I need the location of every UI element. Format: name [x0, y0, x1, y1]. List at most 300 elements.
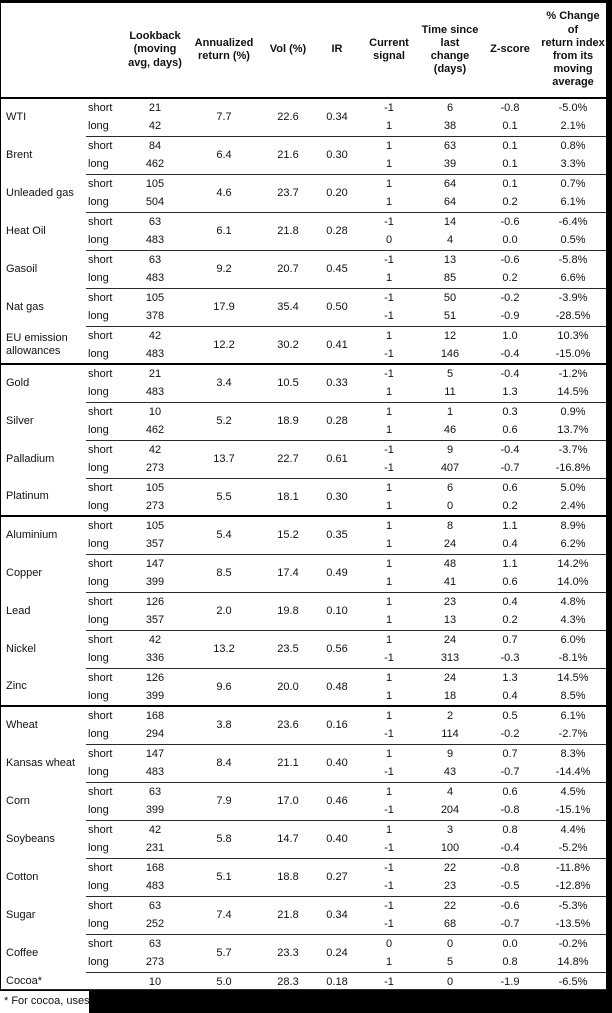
pct-change-value: 6.1%: [560, 196, 586, 209]
commodity-name: Copper: [6, 566, 43, 579]
days-since-change-value: 5: [420, 364, 480, 383]
signal-value: 0: [385, 234, 393, 247]
z-score-value: -0.2: [500, 728, 520, 741]
ir-value: 0.27: [316, 858, 358, 896]
lookback-value: 105: [122, 478, 188, 497]
ir-value: 0.46: [316, 782, 358, 820]
pct-change-value: 14.5%: [557, 386, 589, 399]
lookback-value: 147: [122, 744, 188, 763]
pct-change-value: -5.8%: [540, 250, 606, 269]
vol-value: 21.6: [260, 136, 316, 174]
z-score-value: -0.7: [500, 918, 520, 931]
z-score-value: -0.8: [480, 858, 540, 877]
days-since-change-value: 9: [420, 744, 480, 763]
leg-label: short: [86, 212, 122, 231]
signal-value: 1: [358, 478, 420, 497]
days-since-change-value: 85: [443, 272, 457, 285]
commodity-name: Lead: [6, 604, 31, 617]
commodity-name: Aluminium: [1, 516, 86, 554]
pct-change-value: -14.4%: [555, 766, 591, 779]
pct-change-value: 3.3%: [560, 158, 586, 171]
ir-value: 0.40: [316, 744, 358, 782]
ir-value: 0.50: [316, 288, 358, 326]
commodity-name: Platinum: [6, 490, 49, 503]
lookback-value: 42: [122, 820, 188, 839]
signal-value: 1: [358, 326, 420, 345]
table-row: [1, 98, 606, 117]
ir-value: 0.40: [316, 820, 358, 858]
z-score-value: -0.2: [480, 288, 540, 307]
days-since-change-value: 5: [446, 956, 454, 969]
ir-value: 0.30: [316, 478, 358, 516]
pct-change-value: -5.3%: [540, 896, 606, 915]
vol-value: 23.3: [260, 934, 316, 972]
vol-value: 23.6: [260, 706, 316, 744]
header-ir: IR: [316, 3, 358, 98]
z-score-value: -0.9: [500, 310, 520, 323]
vol-value: 22.7: [260, 440, 316, 478]
lookback-value: 63: [122, 212, 188, 231]
lookback-value: 273: [145, 956, 165, 969]
commodity-name: Palladium: [6, 452, 55, 465]
lookback-value: 42: [122, 326, 188, 345]
z-score-value: -0.4: [500, 347, 520, 360]
days-since-change-value: 4: [420, 782, 480, 801]
pct-change-value: 6.1%: [540, 706, 606, 725]
vol-value: 23.7: [260, 174, 316, 212]
signal-value: 1: [385, 196, 393, 209]
pct-change-value: -2.7%: [558, 728, 588, 741]
pct-change-value: 0.9%: [540, 402, 606, 421]
pct-change-value: -12.8%: [555, 880, 591, 893]
ir-value: 0.28: [316, 402, 358, 440]
table-row: [1, 858, 606, 877]
days-since-change-value: 23: [443, 880, 457, 893]
z-score-value: 1.1: [480, 554, 540, 573]
days-since-change-value: 1: [420, 402, 480, 421]
signal-value: 1: [385, 158, 393, 171]
days-since-change-value: 12: [420, 326, 480, 345]
header-annualized-return: Annualized return (%): [188, 3, 260, 98]
vol-value: 23.5: [260, 630, 316, 668]
leg-label: long: [88, 158, 109, 171]
commodity-name: Zinc: [6, 680, 27, 693]
z-score-value: -0.7: [500, 462, 520, 475]
leg-label: long: [88, 918, 109, 931]
days-since-change-value: 64: [443, 196, 457, 209]
annualized-return-value: 13.2: [188, 630, 260, 668]
commodity-name: Nat gas: [6, 300, 44, 313]
z-score-value: 0.4: [480, 592, 540, 611]
header-z-score: Z-score: [480, 3, 540, 98]
signal-value: -1: [384, 101, 394, 114]
z-score-value: 0.1: [502, 120, 518, 133]
signal-value: 1: [385, 576, 393, 589]
days-since-change-value: 22: [420, 858, 480, 877]
vol-value: 17.4: [260, 554, 316, 592]
commodity-name: Cocoa*: [6, 975, 43, 988]
lookback-value: 63: [122, 250, 188, 269]
leg-label: [86, 972, 122, 991]
pct-change-value: 10.3%: [540, 326, 606, 345]
commodity-name: Corn: [6, 794, 30, 807]
leg-label: long: [88, 576, 109, 589]
lookback-value: 399: [145, 804, 165, 817]
pct-change-value: -28.5%: [555, 310, 591, 323]
lookback-value: 231: [145, 842, 165, 855]
lookback-value: 42: [122, 630, 188, 649]
pct-change-value: 14.2%: [540, 554, 606, 573]
pct-change-value: 8.9%: [540, 516, 606, 535]
signal-value: 1: [358, 630, 420, 649]
annualized-return-value: 7.4: [188, 896, 260, 934]
leg-label: long: [88, 272, 109, 285]
header-pct-change: % Change of return index from its moving average: [540, 3, 606, 98]
table-row: [1, 630, 606, 649]
table-row: [1, 402, 606, 421]
pct-change-value: -3.7%: [540, 440, 606, 459]
z-score-value: -0.7: [500, 766, 520, 779]
lookback-value: 483: [145, 272, 165, 285]
ir-value: 0.18: [316, 972, 358, 991]
signal-value: 1: [358, 706, 420, 725]
pct-change-value: 4.8%: [540, 592, 606, 611]
lookback-value: 42: [148, 120, 162, 133]
table-row: [1, 136, 606, 155]
pct-change-value: -6.5%: [540, 972, 606, 991]
ir-value: 0.30: [316, 136, 358, 174]
signal-value: 1: [385, 272, 393, 285]
days-since-change-value: 50: [420, 288, 480, 307]
leg-label: long: [88, 462, 109, 475]
lookback-value: 462: [145, 424, 165, 437]
header-lookback: Lookback (moving avg, days): [122, 3, 188, 98]
table-body: [1, 98, 606, 991]
days-since-change-value: 51: [443, 310, 457, 323]
leg-label: long: [88, 614, 109, 627]
pct-change-value: 4.3%: [560, 614, 586, 627]
lookback-value: 42: [122, 440, 188, 459]
leg-label: long: [88, 842, 109, 855]
z-score-value: -0.5: [500, 880, 520, 893]
pct-change-value: -8.1%: [558, 652, 588, 665]
annualized-return-value: 5.4: [188, 516, 260, 554]
lookback-value: 10: [122, 972, 188, 991]
z-score-value: -0.6: [480, 896, 540, 915]
annualized-return-value: 17.9: [188, 288, 260, 326]
signal-value: 1: [358, 402, 420, 421]
vol-value: 14.7: [260, 820, 316, 858]
annualized-return-value: 8.5: [188, 554, 260, 592]
annualized-return-value: 6.1: [188, 212, 260, 250]
days-since-change-value: 100: [440, 842, 460, 855]
lookback-value: 483: [145, 766, 165, 779]
lookback-value: 378: [145, 310, 165, 323]
z-score-value: 0.8: [502, 956, 518, 969]
z-score-value: 0.1: [480, 136, 540, 155]
leg-label: short: [86, 440, 122, 459]
pct-change-value: 0.7%: [540, 174, 606, 193]
lookback-value: 147: [122, 554, 188, 573]
z-score-value: -0.3: [500, 652, 520, 665]
pct-change-value: -15.1%: [555, 804, 591, 817]
days-since-change-value: 0: [420, 934, 480, 953]
leg-label: short: [86, 250, 122, 269]
days-since-change-value: 24: [420, 668, 480, 687]
pct-change-value: 2.1%: [560, 120, 586, 133]
leg-label: short: [86, 478, 122, 497]
vol-value: 21.8: [260, 896, 316, 934]
leg-label: short: [86, 744, 122, 763]
table-row: [1, 440, 606, 459]
z-score-value: 0.2: [502, 499, 518, 512]
table-row: [1, 516, 606, 535]
header-vol: Vol (%): [260, 3, 316, 98]
annualized-return-value: 5.2: [188, 402, 260, 440]
signal-value: 1: [358, 174, 420, 193]
lookback-value: 357: [145, 614, 165, 627]
signal-value: 1: [358, 554, 420, 573]
pct-change-value: -11.8%: [540, 858, 606, 877]
lookback-value: 63: [122, 934, 188, 953]
lookback-value: 63: [122, 896, 188, 915]
z-score-value: 1.0: [480, 326, 540, 345]
ir-value: 0.45: [316, 250, 358, 288]
vol-value: 17.0: [260, 782, 316, 820]
annualized-return-value: 2.0: [188, 592, 260, 630]
pct-change-value: 13.7%: [557, 424, 589, 437]
annualized-return-value: 5.0: [188, 972, 260, 991]
annualized-return-value: 4.6: [188, 174, 260, 212]
z-score-value: 0.2: [502, 614, 518, 627]
table-row: [1, 706, 606, 725]
ir-value: 0.24: [316, 934, 358, 972]
z-score-value: -0.8: [500, 101, 520, 114]
signal-value: -1: [384, 347, 394, 360]
leg-label: short: [86, 706, 122, 725]
commodity-name: Gold: [1, 364, 86, 402]
lookback-value: 126: [122, 668, 188, 687]
pct-change-value: 4.5%: [540, 782, 606, 801]
pct-change-value: -13.5%: [555, 918, 591, 931]
z-score-value: -0.6: [480, 250, 540, 269]
lookback-value: 462: [145, 158, 165, 171]
table-row: [1, 478, 606, 497]
lookback-value: 483: [145, 234, 165, 247]
pct-change-value: 14.8%: [557, 956, 589, 969]
table-row: [1, 820, 606, 839]
lookback-value: 483: [145, 347, 165, 360]
commodity-name: WTI: [6, 111, 27, 124]
days-since-change-value: 14: [420, 212, 480, 231]
annualized-return-value: 3.4: [188, 364, 260, 402]
signal-value: 1: [385, 689, 393, 702]
z-score-value: 0.2: [502, 196, 518, 209]
days-since-change-value: 9: [420, 440, 480, 459]
days-since-change-value: 6: [420, 478, 480, 497]
leg-label: long: [88, 538, 109, 551]
days-since-change-value: 24: [443, 538, 457, 551]
lookback-value: 21: [122, 364, 188, 383]
leg-label: long: [88, 386, 109, 399]
table-row: [1, 972, 606, 991]
days-since-change-value: 24: [420, 630, 480, 649]
signal-value: 1: [358, 782, 420, 801]
days-since-change-value: 38: [443, 120, 457, 133]
signal-value: 1: [385, 120, 393, 133]
z-score-value: 0.8: [480, 820, 540, 839]
z-score-value: 0.6: [480, 782, 540, 801]
lookback-value: 105: [122, 288, 188, 307]
signal-value: 1: [385, 956, 393, 969]
annualized-return-value: 8.4: [188, 744, 260, 782]
lookback-value: 273: [145, 462, 165, 475]
z-score-value: 0.3: [480, 402, 540, 421]
days-since-change-value: 11: [444, 386, 456, 399]
table-row: [1, 288, 606, 307]
leg-label: short: [86, 364, 122, 383]
z-score-value: 0.0: [480, 934, 540, 953]
leg-label: long: [88, 880, 109, 893]
leg-label: long: [88, 766, 109, 779]
commodity-name: Unleaded gas: [6, 186, 74, 199]
days-since-change-value: 39: [443, 158, 457, 171]
pct-change-value: -16.8%: [555, 462, 591, 475]
days-since-change-value: 18: [443, 689, 457, 702]
vol-value: 20.7: [260, 250, 316, 288]
z-score-value: 0.6: [502, 576, 518, 589]
table-row: [1, 934, 606, 953]
days-since-change-value: 4: [446, 234, 454, 247]
lookback-value: 483: [145, 386, 165, 399]
lookback-value: 399: [145, 576, 165, 589]
z-score-value: 0.4: [502, 538, 518, 551]
header-leg: [86, 3, 122, 98]
leg-label: short: [86, 782, 122, 801]
lookback-value: 504: [145, 196, 165, 209]
pct-change-value: 5.0%: [540, 478, 606, 497]
z-score-value: 1.1: [480, 516, 540, 535]
annualized-return-value: 5.7: [188, 934, 260, 972]
lookback-value: 168: [122, 858, 188, 877]
vol-value: 15.2: [260, 516, 316, 554]
ir-value: 0.20: [316, 174, 358, 212]
leg-label: short: [86, 136, 122, 155]
commodity-name: Kansas wheat: [6, 756, 76, 769]
table-row: [1, 782, 606, 801]
z-score-value: 0.5: [480, 706, 540, 725]
signal-value: 1: [358, 668, 420, 687]
annualized-return-value: 7.9: [188, 782, 260, 820]
ir-value: 0.56: [316, 630, 358, 668]
pct-change-value: 6.0%: [540, 630, 606, 649]
annualized-return-value: 6.4: [188, 136, 260, 174]
pct-change-value: -5.0%: [558, 101, 588, 114]
annualized-return-value: 13.7: [188, 440, 260, 478]
z-score-value: 0.1: [480, 174, 540, 193]
lookback-value: 63: [122, 782, 188, 801]
annualized-return-value: 5.8: [188, 820, 260, 858]
signal-value: 1: [385, 499, 393, 512]
signal-value: -1: [384, 766, 394, 779]
signal-value: -1: [384, 652, 394, 665]
vol-value: 35.4: [260, 288, 316, 326]
commodity-name: EU emission allowances: [6, 331, 68, 357]
leg-label: short: [86, 858, 122, 877]
days-since-change-value: 63: [420, 136, 480, 155]
leg-label: long: [88, 310, 109, 323]
table-row: [1, 744, 606, 763]
lookback-value: 336: [145, 652, 165, 665]
pct-change-value: -6.4%: [540, 212, 606, 231]
leg-label: short: [86, 402, 122, 421]
days-since-change-value: 407: [440, 462, 460, 475]
commodity-name: Sugar: [6, 908, 36, 921]
vol-value: 18.1: [260, 478, 316, 516]
annualized-return-value: 9.6: [188, 668, 260, 706]
header-time-since-change: Time since last change (days): [420, 3, 480, 98]
leg-label: short: [88, 101, 113, 114]
days-since-change-value: 313: [440, 652, 460, 665]
ir-value: 0.16: [316, 706, 358, 744]
vol-value: 18.9: [260, 402, 316, 440]
signal-value: 1: [358, 516, 420, 535]
pct-change-value: 0.8%: [540, 136, 606, 155]
table-row: [1, 364, 606, 383]
commodity-name: Heat Oil: [6, 224, 46, 237]
lookback-value: 252: [145, 918, 165, 931]
pct-change-value: -1.2%: [540, 364, 606, 383]
days-since-change-value: 22: [420, 896, 480, 915]
vol-value: 20.0: [260, 668, 316, 706]
days-since-change-value: 43: [443, 766, 457, 779]
vol-value: 18.8: [260, 858, 316, 896]
commodity-name: Gasoil: [6, 262, 38, 275]
signal-value: 0: [358, 934, 420, 953]
days-since-change-value: 0: [420, 972, 480, 991]
pct-change-value: -3.9%: [540, 288, 606, 307]
annualized-return-value: 3.8: [188, 706, 260, 744]
pct-change-value: -5.2%: [558, 842, 588, 855]
leg-label: long: [88, 499, 109, 512]
leg-label: short: [86, 326, 122, 345]
lookback-value: 105: [122, 516, 188, 535]
table-header-row: [1, 3, 606, 98]
z-score-value: 0.6: [480, 478, 540, 497]
signal-value: -1: [384, 310, 394, 323]
leg-label: short: [86, 820, 122, 839]
days-since-change-value: 8: [420, 516, 480, 535]
signal-value: -1: [384, 462, 394, 475]
commodity-name: Cotton: [6, 870, 39, 883]
table-row: [1, 174, 606, 193]
signal-value: -1: [384, 804, 394, 817]
leg-label: long: [88, 347, 109, 360]
pct-change-value: 6.6%: [560, 272, 586, 285]
leg-label: short: [86, 174, 122, 193]
days-since-change-value: 41: [443, 576, 457, 589]
signal-value: -1: [384, 880, 394, 893]
z-score-value: -0.4: [500, 842, 520, 855]
leg-label: long: [88, 728, 109, 741]
signal-value: -1: [358, 364, 420, 383]
signal-value: -1: [384, 842, 394, 855]
table-row: [1, 592, 606, 611]
lookback-value: 10: [122, 402, 188, 421]
ir-value: 0.49: [316, 554, 358, 592]
lookback-value: 168: [122, 706, 188, 725]
commodity-name: Soybeans: [6, 832, 55, 845]
